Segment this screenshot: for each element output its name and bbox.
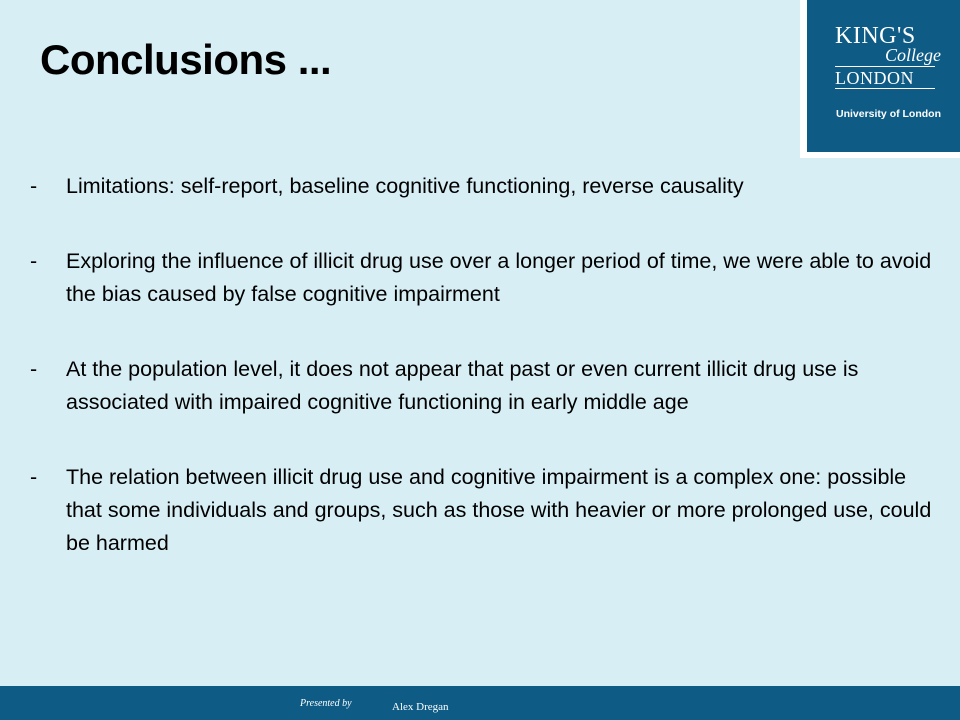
bullet-dash: - [30,174,38,198]
conclusion-text: Limitations: self-report, baseline cognitive functioning, reverse causality [66,174,744,198]
bullet-dash: - [30,357,38,381]
conclusion-text: At the population level, it does not appear that past or even current illicit drug use is associated with impaired cognitive functioning in early middle age [66,357,859,414]
conclusion-item [30,461,940,560]
bullet-dash: - [30,465,38,489]
bullet-dash: - [30,249,38,273]
conclusion-text: Exploring the influence of illicit drug use over a longer period of time, we were able to avoid the bias caused by false cognitive impairment [66,249,932,306]
conclusion-list [30,170,940,602]
logo-london-text: LONDON [835,66,935,89]
logo-university-text: University of London [836,108,941,120]
logo-kings-text: KING'S [835,23,916,49]
kings-college-london-logo [807,0,960,152]
footer-bar [0,686,960,720]
slide-title: Conclusions ... [40,36,332,83]
presented-by-label: Presented by [300,698,352,709]
presenter-name: Alex Dregan [392,701,449,713]
conclusion-item [30,353,940,419]
conclusion-item [30,170,940,203]
conclusion-item [30,245,940,311]
logo-college-text: College [885,45,941,65]
conclusion-text: The relation between illicit drug use and cognitive impairment is a complex one: possible that some individuals and groups, such as those with heavier or more prolonged use, could be harmed [66,465,932,555]
